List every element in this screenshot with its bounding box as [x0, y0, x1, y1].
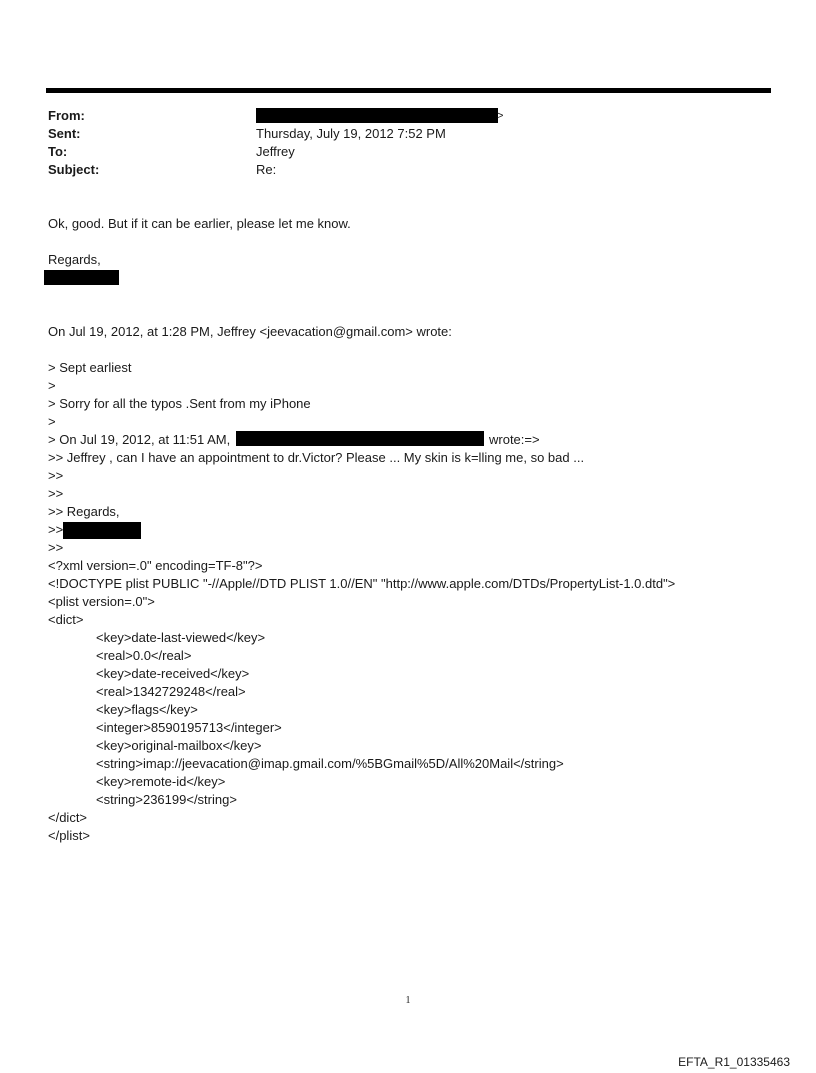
quote-line: >> Regards, [48, 504, 120, 519]
plist-line: <key>remote-id</key> [96, 774, 226, 789]
plist-line: <key>date-received</key> [96, 666, 250, 681]
document-id: EFTA_R1_01335463 [678, 1055, 790, 1069]
plist-line: <key>original-mailbox</key> [96, 738, 262, 753]
quote-line: > [48, 414, 56, 429]
plist-line: </dict> [48, 810, 88, 825]
from-label: From: [48, 108, 85, 123]
to-label: To: [48, 144, 68, 159]
quote-line: >> [48, 540, 64, 555]
plist-line: <real>0.0</real> [96, 648, 192, 663]
plist-line: <!DOCTYPE plist PUBLIC "-//Apple//DTD PLIST 1.0//EN" "http://www.apple.com/DTDs/PropertyList-1.0.dtd"> [48, 576, 676, 591]
sent-value: Thursday, July 19, 2012 7:52 PM [256, 126, 446, 141]
subject-value: Re: [256, 162, 277, 177]
quote-line-suffix: wrote:=> [489, 432, 540, 447]
quote-line: > [48, 378, 56, 393]
plist-line: </plist> [48, 828, 90, 843]
plist-line: <integer>8590195713</integer> [96, 720, 282, 735]
page-number: 1 [405, 995, 411, 1006]
redaction-quote-sender [236, 431, 484, 446]
subject-label: Subject: [48, 162, 100, 177]
plist-line: <?xml version=.0" encoding=TF-8"?> [48, 558, 263, 573]
from-value-suffix: > [497, 110, 504, 122]
plist-line: <string>236199</string> [96, 792, 237, 807]
quote-line: >> Jeffrey , can I have an appointment to dr.Victor? Please ... My skin is k=lling me, so bad ... [48, 450, 585, 465]
plist-line: <key>date-last-viewed</key> [96, 630, 266, 645]
plist-line: <dict> [48, 612, 84, 627]
quote-line: >> [48, 468, 64, 483]
regards-line: Regards, [48, 252, 101, 267]
quote-line: >> [48, 486, 64, 501]
header-rule [46, 88, 771, 93]
quote-line: >> [48, 522, 64, 537]
redaction-from [256, 108, 498, 123]
quote-intro: On Jul 19, 2012, at 1:28 PM, Jeffrey <jeevacation@gmail.com> wrote: [48, 324, 452, 339]
plist-line: <string>imap://jeevacation@imap.gmail.com/%5BGmail%5D/All%20Mail</string> [96, 756, 564, 771]
redaction-quote-signature [63, 522, 141, 539]
quote-line: > On Jul 19, 2012, at 11:51 AM, [48, 432, 231, 447]
to-value: Jeffrey [256, 144, 295, 159]
quote-line: > Sept earliest [48, 360, 132, 375]
sent-label: Sent: [48, 126, 81, 141]
redaction-signature [44, 270, 119, 285]
plist-line: <real>1342729248</real> [96, 684, 246, 699]
plist-line: <plist version=.0"> [48, 594, 155, 609]
plist-line: <key>flags</key> [96, 702, 198, 717]
body-line: Ok, good. But if it can be earlier, please let me know. [48, 216, 351, 231]
quote-line: > Sorry for all the typos .Sent from my iPhone [48, 396, 311, 411]
